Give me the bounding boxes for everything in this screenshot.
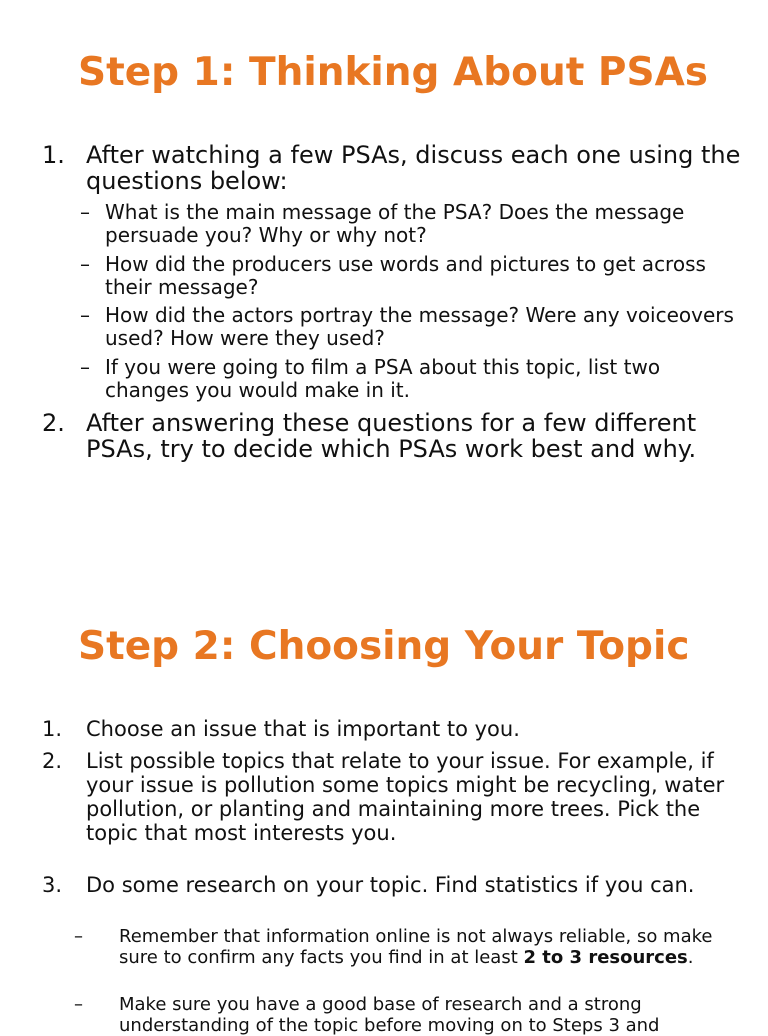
dash-bullet: – (74, 926, 83, 947)
list-number: 2. (42, 409, 65, 437)
list-item (42, 873, 742, 897)
list-item (42, 749, 742, 845)
slide-step-1 (0, 0, 768, 512)
list-item (42, 142, 742, 194)
slide-step-2 (0, 512, 768, 1036)
sub-list-text: If you were going to film a PSA about this topic, list two changes you would make in it. (105, 355, 661, 402)
list-number: 2. (42, 749, 63, 773)
sub-list-text: What is the main message of the PSA? Does the message persuade you? Why or why not? (105, 200, 685, 247)
sub-list-item (80, 253, 740, 299)
sub-list-text-part: . (687, 947, 694, 968)
sub-list-item (80, 201, 740, 247)
dash-bullet: – (80, 252, 90, 276)
dash-bullet: – (80, 200, 90, 224)
dash-bullet: – (80, 355, 90, 379)
slide-title: Step 1: Thinking About PSAs (78, 50, 708, 95)
sub-list-item (74, 994, 728, 1036)
list-number: 1. (42, 141, 65, 169)
list-item (42, 717, 742, 741)
sub-list-text: Make sure you have a good base of research and a strong understanding of the topic before moving on to Steps 3 and (119, 994, 660, 1036)
sub-list-item (80, 356, 740, 402)
dash-bullet: – (74, 994, 83, 1015)
sub-list-item (80, 304, 740, 350)
list-text: After watching a few PSAs, discuss each one using the questions below: (86, 141, 741, 195)
list-number: 1. (42, 717, 63, 741)
list-text: Do some research on your topic. Find statistics if you can. (86, 873, 695, 897)
dash-bullet: – (80, 303, 90, 327)
list-item (42, 410, 742, 462)
sub-list-text (119, 926, 728, 968)
sub-list-text-bold: 2 to 3 resources (523, 947, 688, 968)
list-number: 3. (42, 873, 63, 897)
list-text: List possible topics that relate to your issue. For example, if your issue is pollution some topics might be recycling, water pollution, or planting and maintaining more trees. Pick the topic that most interests you. (86, 749, 725, 845)
list-text: After answering these questions for a few different PSAs, try to decide which PSAs work best and why. (86, 409, 697, 463)
list-text: Choose an issue that is important to you. (86, 717, 520, 741)
sub-list-text: How did the producers use words and pictures to get across their message? (105, 252, 706, 299)
sub-list-text: How did the actors portray the message? Were any voiceovers used? How were they used? (105, 303, 734, 350)
sub-list-item (74, 926, 728, 968)
sub-list-text-part: Remember that information online is not always reliable, so make sure to confirm any facts you find in at least (119, 926, 713, 968)
slide-title: Step 2: Choosing Your Topic (78, 624, 690, 669)
